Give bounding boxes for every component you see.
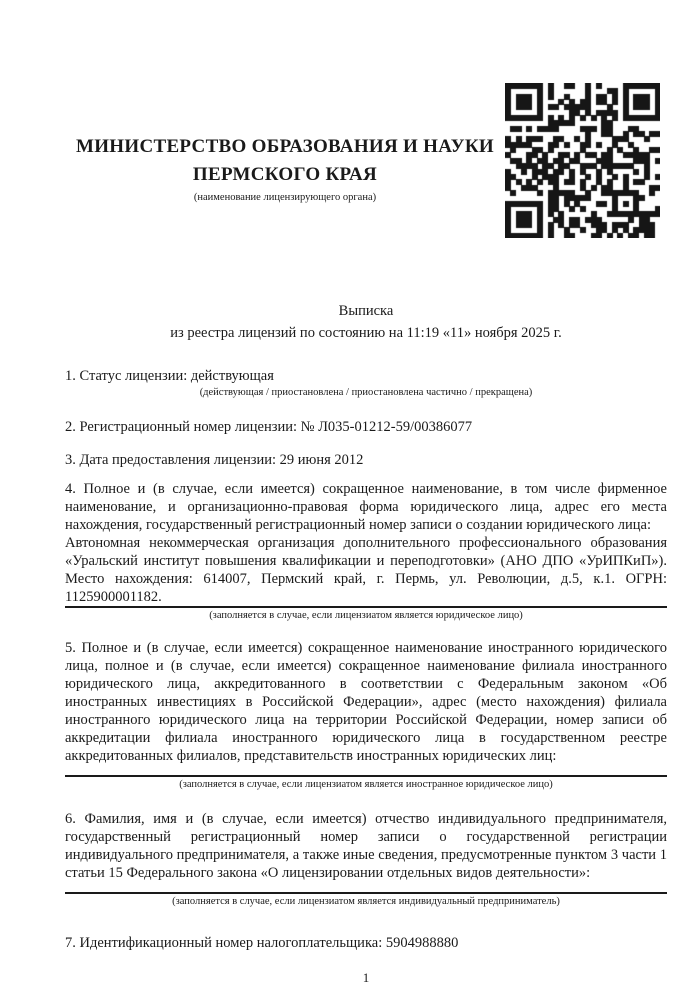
item-3-license-date: [65, 451, 667, 469]
item-7-text: 7. Идентификационный номер налогоплательщика: 5904988880: [65, 935, 459, 951]
licensing-authority-header: [65, 0, 505, 204]
item-6-individual-entrepreneur: [65, 810, 667, 908]
item-4-field-underline: [65, 606, 667, 608]
document-title-line1: Выписка: [338, 303, 394, 319]
item-4-text: 4. Полное и (в случае, если имеется) сокращенное наименование, в том числе фирменное наименование, и организационно-правовая форма юридического лица, адрес его места нахождения, государственный регистрационный номер записи о создании юридического лица:: [65, 481, 667, 533]
document-title: [65, 300, 667, 344]
item-2-text: 2. Регистрационный номер лицензии: № Л035-01212-59/00386077: [65, 419, 473, 435]
item-3-text: 3. Дата предоставления лицензии: 29 июня 2012: [65, 452, 364, 468]
ministry-name-line2: ПЕРМСКОГО КРАЯ: [192, 164, 378, 185]
item-4-caption: (заполняется в случае, если лицензиатом является юридическое лицо): [209, 610, 523, 621]
item-6-caption: (заполняется в случае, если лицензиатом является индивидуальный предприниматель): [172, 896, 560, 907]
document-title-line2: из реестра лицензий по состоянию на 11:19 «11» ноября 2025 г.: [170, 325, 562, 341]
item-1-text: 1. Статус лицензии: действующая: [65, 368, 274, 384]
item-4-legal-entity: [65, 480, 667, 622]
item-5-empty-value: [65, 765, 667, 775]
item-6-field-underline: [65, 892, 667, 894]
item-6-text: 6. Фамилия, имя и (в случае, если имеется) отчество индивидуального предпринимателя, государственный регистрационный номер записи о государственной регистрации индивидуального предпринимателя, а также иные сведения, предусмотренные пунктом 3 части 1 статьи 15 Федерального закона «О лицензировании отдельных видов деятельности»:: [65, 811, 667, 881]
item-5-foreign-entity: [65, 639, 667, 791]
authority-caption: (наименование лицензирующего органа): [193, 192, 377, 203]
item-1-caption: (действующая / приостановлена / приостановлена частично / прекращена): [199, 387, 533, 398]
item-6-empty-value: [65, 882, 667, 892]
item-5-caption: (заполняется в случае, если лицензиатом является иностранное юридическое лицо): [179, 779, 553, 790]
item-5-field-underline: [65, 775, 667, 777]
document-content: [65, 0, 667, 986]
item-1-license-status: [65, 367, 667, 399]
item-5-text: 5. Полное и (в случае, если имеется) сокращенное наименование иностранного юридического лица, полное и (в случае, если имеется) сокращенное наименование филиала иностранного юридического лица, аккредитованного в соответствии с Федеральным законом «Об иностранных инвестициях в Российской Федерации», адрес (место нахождения) филиала иностранного юридического лица на территории Российской Федерации, номер записи об аккредитации филиала иностранного юридического лица в государственном реестре аккредитованных филиалов, представительств иностранных юридических лиц:: [65, 640, 667, 764]
page-number: 1: [362, 970, 370, 985]
item-2-registration-number: [65, 418, 667, 436]
item-4-value: Автономная некоммерческая организация дополнительного профессионального образования «Уральский институт повышения квалификации и переподготовки» (АНО ДПО «УрИПКиП»). Место нахождения: 614007, Пермский край, г. Пермь, ул. Революции, д.5, к.1. ОГРН: 1125900001182.: [65, 535, 667, 605]
ministry-name-line1: МИНИСТЕРСТВО ОБРАЗОВАНИЯ И НАУКИ: [75, 136, 495, 157]
item-7-taxpayer-number: [65, 934, 667, 952]
